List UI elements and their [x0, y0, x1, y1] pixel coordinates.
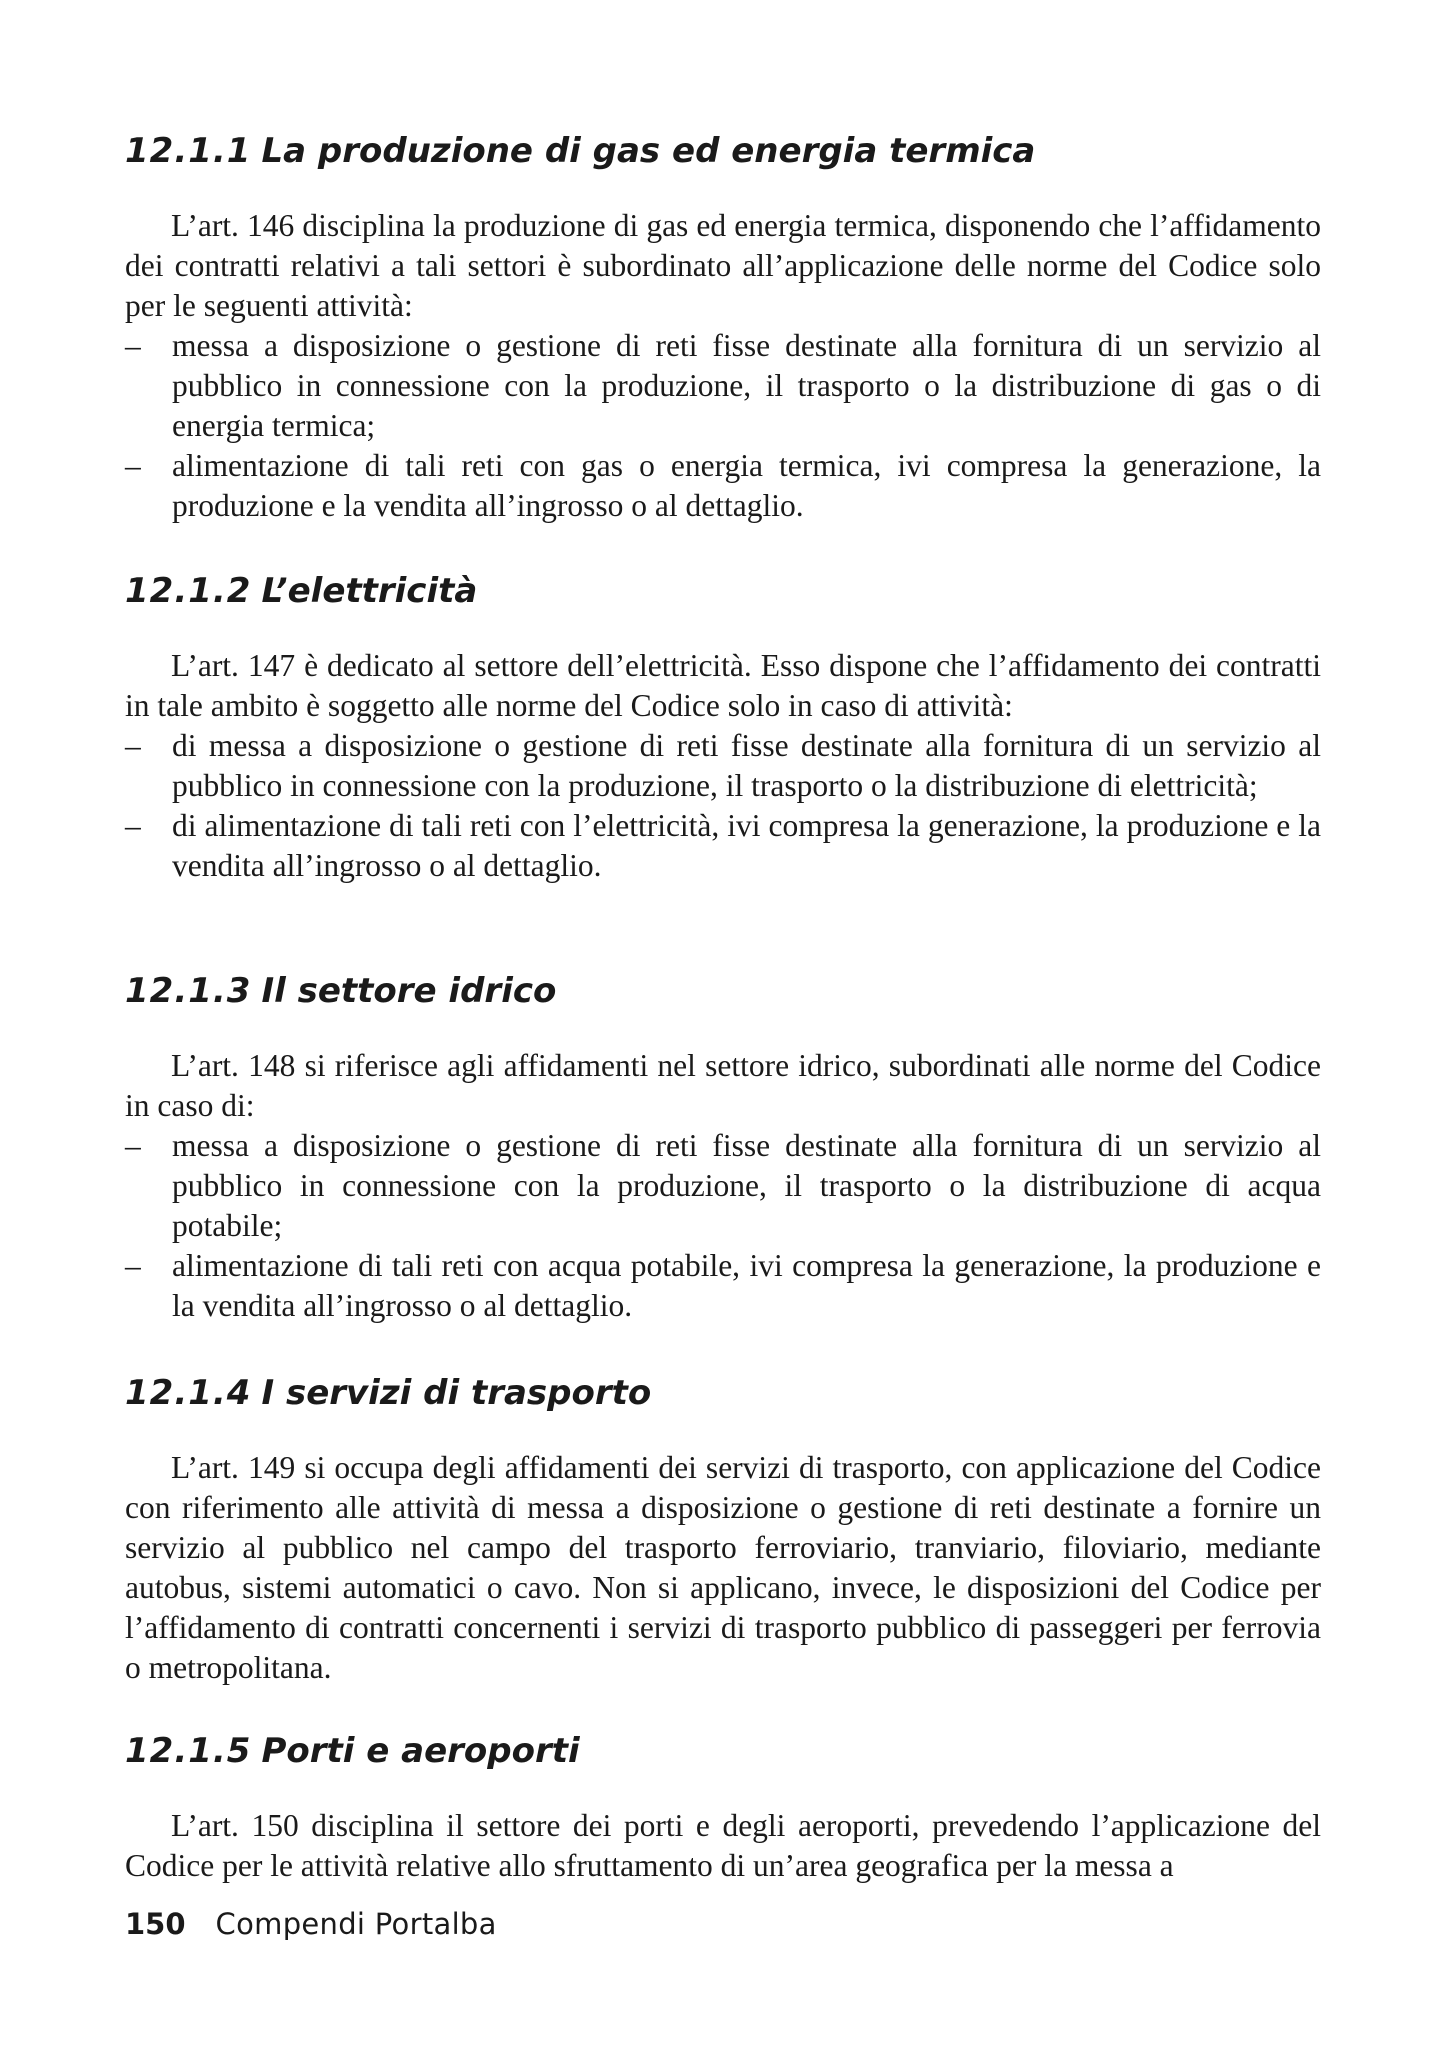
section-heading: [125, 1731, 1321, 1771]
section-body: [125, 646, 1321, 886]
section-heading: [125, 131, 1321, 171]
section-12-1-2: [125, 571, 1321, 886]
page-footer: [125, 1906, 497, 1942]
section-title: Il settore idrico: [261, 971, 557, 1011]
paragraph: L’art. 147 è dedicato al settore dell’elettricità. Esso dispone che l’affidamento dei contratti in tale ambito è soggetto alle norme del Codice solo in caso di attività:: [125, 648, 1321, 723]
section-12-1-1: [125, 131, 1321, 526]
list-item-text: alimentazione di tali reti con gas o energia termica, ivi compresa la generazione, la produzione e la vendita all’ingrosso o al dettaglio.: [172, 448, 1321, 523]
list-item: [125, 1126, 1321, 1246]
paragraph: L’art. 148 si riferisce agli affidamenti nel settore idrico, subordinati alle norme del Codice in caso di:: [125, 1048, 1321, 1123]
section-body: [125, 1046, 1321, 1326]
dash-marker: –: [125, 328, 141, 363]
section-12-1-3: [125, 971, 1321, 1326]
section-title: I servizi di trasporto: [261, 1373, 652, 1413]
dash-marker: –: [125, 728, 141, 763]
paragraph: L’art. 146 disciplina la produzione di gas ed energia termica, disponendo che l’affidamento dei contratti relativi a tali settori è subordinato all’applicazione delle norme del Codice solo per le seguenti attività:: [125, 208, 1321, 323]
section-12-1-4: [125, 1373, 1321, 1688]
section-12-1-5: [125, 1731, 1321, 1886]
section-body: [125, 1806, 1321, 1886]
section-number: 12.1.1: [125, 131, 252, 171]
dash-marker: –: [125, 808, 141, 843]
section-number: 12.1.5: [125, 1731, 252, 1771]
list-item: [125, 1246, 1321, 1326]
list-item-text: di messa a disposizione o gestione di reti fisse destinate alla fornitura di un servizio al pubblico in connessione con la produzione, il trasporto o la distribuzione di elettricità;: [172, 728, 1321, 803]
bullet-list: [125, 326, 1321, 526]
bullet-list: [125, 726, 1321, 886]
section-heading: [125, 1373, 1321, 1413]
list-item: [125, 446, 1321, 526]
list-item-text: messa a disposizione o gestione di reti fisse destinate alla fornitura di un servizio al pubblico in connessione con la produzione, il trasporto o la distribuzione di gas o di energia termica;: [172, 328, 1321, 443]
list-item-text: alimentazione di tali reti con acqua potabile, ivi compresa la generazione, la produzione e la vendita all’ingrosso o al dettaglio.: [172, 1248, 1321, 1323]
section-number: 12.1.2: [125, 571, 252, 611]
section-title: Porti e aeroporti: [261, 1731, 580, 1771]
paragraph: L’art. 150 disciplina il settore dei porti e degli aeroporti, prevedendo l’applicazione del Codice per le attività relative allo sfruttamento di un’area geografica per la messa a: [125, 1808, 1321, 1883]
section-body: [125, 1448, 1321, 1688]
section-body: [125, 206, 1321, 526]
list-item: [125, 326, 1321, 446]
list-item: [125, 806, 1321, 886]
list-item-text: messa a disposizione o gestione di reti fisse destinate alla fornitura di un servizio al pubblico in connessione con la produzione, il trasporto o la distribuzione di acqua potabile;: [172, 1128, 1321, 1243]
dash-marker: –: [125, 1128, 141, 1163]
paragraph: L’art. 149 si occupa degli affidamenti dei servizi di trasporto, con applicazione del Codice con riferimento alle attività di messa a disposizione o gestione di reti destinate a fornire un servizio al pubblico nel campo del trasporto ferroviario, tranviario, filoviario, mediante autobus, sistemi automatici o cavo. Non si applicano, invece, le disposizioni del Codice per l’affidamento di contratti concernenti i servizi di trasporto pubblico di passeggeri per ferrovia o metropolitana.: [125, 1450, 1321, 1685]
section-title: L’elettricità: [261, 571, 478, 611]
dash-marker: –: [125, 1248, 141, 1283]
series-name: Compendi Portalba: [215, 1907, 497, 1941]
list-item-text: di alimentazione di tali reti con l’elettricità, ivi compresa la generazione, la produzione e la vendita all’ingrosso o al dettaglio.: [172, 808, 1321, 883]
page-number: 150: [125, 1907, 186, 1941]
section-heading: [125, 571, 1321, 611]
bullet-list: [125, 1126, 1321, 1326]
section-number: 12.1.3: [125, 971, 252, 1011]
list-item: [125, 726, 1321, 806]
section-number: 12.1.4: [125, 1373, 252, 1413]
dash-marker: –: [125, 448, 141, 483]
section-title: La produzione di gas ed energia termica: [261, 131, 1036, 171]
section-heading: [125, 971, 1321, 1011]
